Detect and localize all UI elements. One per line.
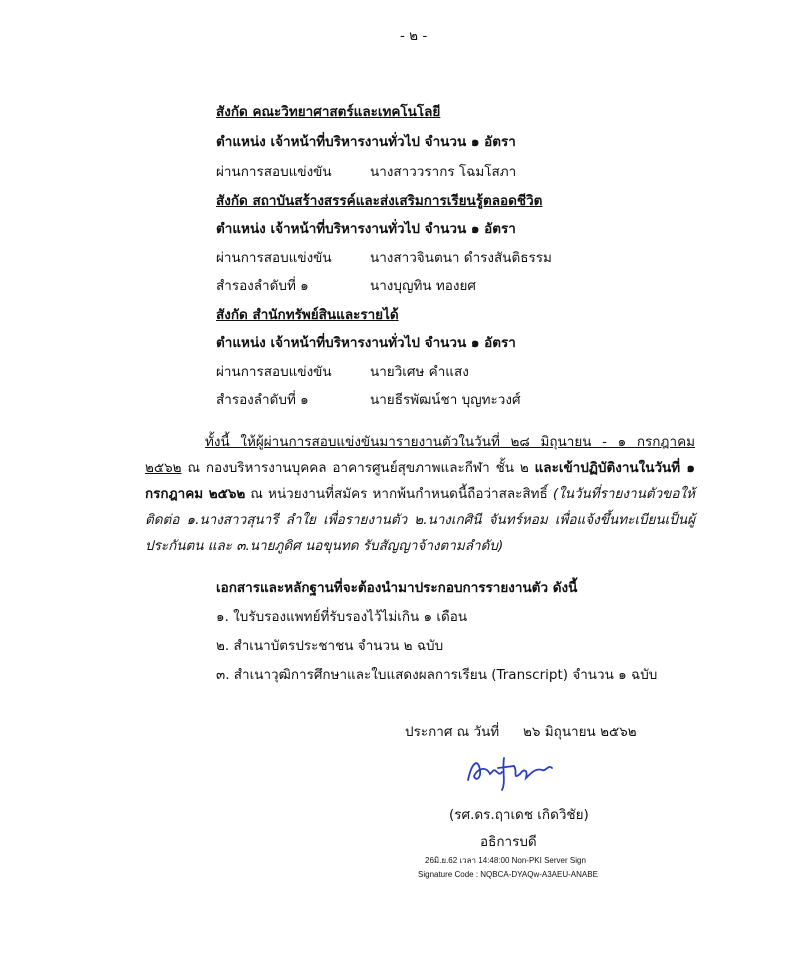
start-work-date: และเข้าปฏิบัติงานในวันที่ ๑ กรกฎาคม ๒๕๖๒ xyxy=(145,460,695,502)
report-paragraph xyxy=(145,429,695,559)
position-heading: ตำแหน่ง เจ้าหน้าที่บริหารงานทั่วไป จำนวน ๑ อัตรา xyxy=(216,335,516,351)
result-label: ผ่านการสอบแข่งขัน xyxy=(216,364,332,380)
candidate-name: นายธีรพัฒน์ชา บุญทะวงศ์ xyxy=(370,392,521,408)
result-label: สำรองลำดับที่ ๑ xyxy=(216,278,309,294)
position-heading: ตำแหน่ง เจ้าหน้าที่บริหารงานทั่วไป จำนวน ๑ อัตรา xyxy=(216,134,516,150)
affiliation-heading: สังกัด คณะวิทยาศาสตร์และเทคโนโลยี xyxy=(216,104,441,120)
announce-date: ๒๖ มิถุนายน ๒๕๖๒ xyxy=(523,724,637,740)
result-label: ผ่านการสอบแข่งขัน xyxy=(216,250,332,266)
result-label: ผ่านการสอบแข่งขัน xyxy=(216,164,332,180)
affiliation-heading: สังกัด สำนักทรัพย์สินและรายได้ xyxy=(216,307,399,323)
page-number: - ๒ - xyxy=(400,28,428,44)
candidate-name: นายวิเศษ คำแสง xyxy=(370,364,469,380)
report-condition: ณ หน่วยงานที่สมัคร หากพ้นกำหนดนี้ถือว่าสละสิทธิ์ xyxy=(245,486,553,502)
signer-title: อธิการบดี xyxy=(480,834,537,850)
position-heading: ตำแหน่ง เจ้าหน้าที่บริหารงานทั่วไป จำนวน ๑ อัตรา xyxy=(216,221,516,237)
document-item: ๑. ใบรับรองแพทย์ที่รับรองไว้ไม่เกิน ๑ เดือน xyxy=(216,609,468,625)
digital-sign-stamp: 26มิ.ย.62 เวลา 14:48:00 Non-PKI Server Sign xyxy=(425,856,586,865)
report-location: ณ กองบริหารงานบุคคล อาคารศูนย์สุขภาพและกีฬา ชั้น ๒ xyxy=(181,460,535,476)
signature-image xyxy=(462,750,562,792)
signer-name: (รศ.ดร.ฤาเดช เกิดวิชัย) xyxy=(449,807,589,823)
candidate-name: นางสาววรากร โฉมโสภา xyxy=(370,164,517,180)
result-label: สำรองลำดับที่ ๑ xyxy=(216,392,309,408)
affiliation-heading: สังกัด สถาบันสร้างสรรค์และส่งเสริมการเรียนรู้ตลอดชีวิต xyxy=(216,193,543,209)
signature-code: Signature Code : NQBCA-DYAQw-A3AEU-ANABE xyxy=(418,870,598,879)
candidate-name: นางสาวจินตนา ดำรงสันติธรรม xyxy=(370,250,552,266)
document-item: ๒. สำเนาบัตรประชาชน จำนวน ๒ ฉบับ xyxy=(216,638,444,654)
contact-note: (ในวันที่รายงานตัวขอให้ติดต่อ ๑.นางสาวสุนารี ลำใย เพื่อรายงานตัว ๒.นางเกศินี จันทร์หอม เพื่อแจ้งขึ้นทะเบียนเป็นผู้ประกันตน และ ๓.นายภูดิศ นอขุนทด รับสัญญาจ้างตามลำดับ) xyxy=(145,486,695,554)
documents-heading: เอกสารและหลักฐานที่จะต้องนำมาประกอบการรายงานตัว ดังนี้ xyxy=(216,580,578,596)
report-dates: ทั้งนี้ ให้ผู้ผ่านการสอบแข่งขันมารายงานตัวในวันที่ ๒๘ มิถุนายน - ๑ กรกฎาคม ๒๕๖๒ xyxy=(145,434,695,476)
announce-label: ประกาศ ณ วันที่ xyxy=(405,724,500,740)
document-item: ๓. สำเนาวุฒิการศึกษาและใบแสดงผลการเรียน (Transcript) จำนวน ๑ ฉบับ xyxy=(216,667,658,683)
candidate-name: นางบุญทิน ทองยศ xyxy=(370,278,476,294)
